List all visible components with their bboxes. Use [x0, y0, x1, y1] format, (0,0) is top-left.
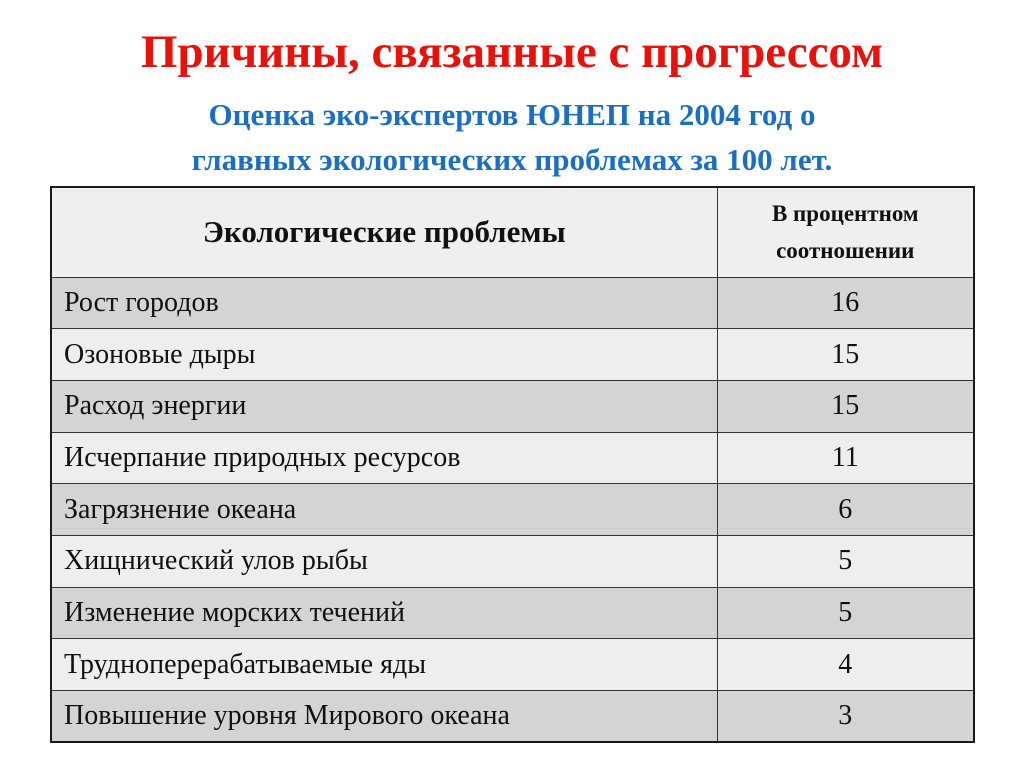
value-cell: 6 — [717, 484, 974, 536]
header-problem: Экологические проблемы — [51, 187, 717, 277]
problem-cell: Озоновые дыры — [51, 329, 717, 381]
problem-cell: Исчерпание природных ресурсов — [51, 432, 717, 484]
problem-cell: Загрязнение океана — [51, 484, 717, 536]
table-header-row — [51, 187, 974, 277]
table-row — [51, 639, 974, 691]
table-row — [51, 277, 974, 329]
header-percent — [717, 187, 974, 277]
header-percent-line: В процентном — [771, 201, 919, 227]
value-cell: 3 — [717, 691, 974, 743]
table-row — [51, 432, 974, 484]
subtitle-line: главных экологических проблемах за 100 лет. — [191, 142, 833, 177]
problem-cell: Труднoперерабатываемые яды — [51, 639, 717, 691]
slide-subtitle — [0, 92, 1024, 182]
table-row — [51, 587, 974, 639]
value-cell: 4 — [717, 639, 974, 691]
table-row — [51, 691, 974, 743]
value-cell: 5 — [717, 535, 974, 587]
problem-cell: Повышение уровня Мирового океана — [51, 691, 717, 743]
problems-table — [50, 186, 975, 743]
problem-cell: Расход энергии — [51, 380, 717, 432]
table-row — [51, 380, 974, 432]
value-cell: 11 — [717, 432, 974, 484]
problem-cell: Изменение морских течений — [51, 587, 717, 639]
table-row — [51, 484, 974, 536]
value-cell: 15 — [717, 329, 974, 381]
value-cell: 5 — [717, 587, 974, 639]
value-cell: 16 — [717, 277, 974, 329]
subtitle-line: Оценка эко-экспертов ЮНЕП на 2004 год о — [208, 97, 816, 132]
problem-cell: Рост городов — [51, 277, 717, 329]
table-row — [51, 535, 974, 587]
header-percent-line: соотношении — [776, 238, 915, 264]
table-row — [51, 329, 974, 381]
value-cell: 15 — [717, 380, 974, 432]
slide-title: Причины, связанные с прогрессом — [140, 26, 884, 78]
problem-cell: Хищнический улов рыбы — [51, 535, 717, 587]
